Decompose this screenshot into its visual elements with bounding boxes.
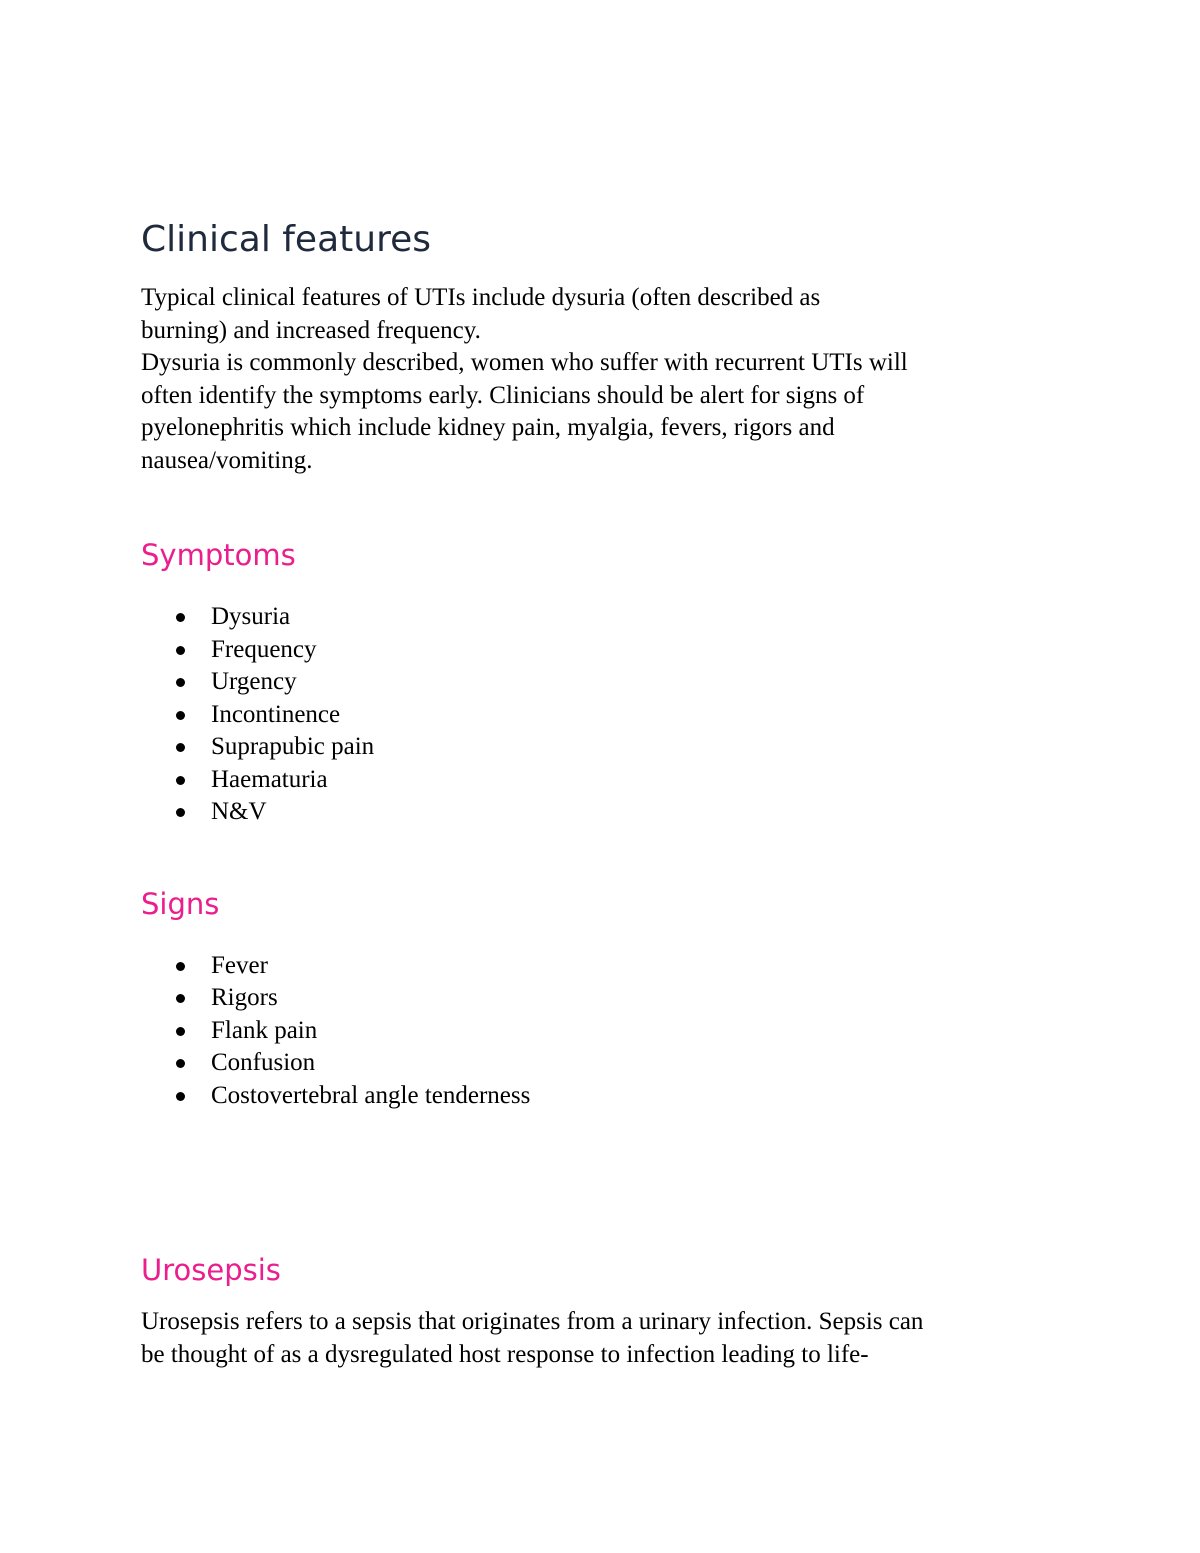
bullet-icon [176,1059,185,1068]
bullet-icon [176,613,185,622]
intro-line: burning) and increased frequency. [141,316,481,344]
intro-paragraph [141,282,1061,477]
list-item-label: Costovertebral angle tenderness [211,1081,531,1109]
list-item-label: Haematuria [211,765,328,793]
list-item-label: Fever [211,951,268,979]
list-item-label: Suprapubic pain [211,733,375,760]
symptoms-list [141,601,1061,829]
list-item [141,731,1061,764]
list-item-label: Urgency [211,668,297,695]
list-item-label: Rigors [211,984,278,1011]
list-item-label: Frequency [211,635,317,663]
signs-list [141,950,1061,1113]
list-item [141,796,1061,829]
list-item [141,950,1061,983]
list-item-label: Dysuria [211,603,291,630]
bullet-icon [176,994,185,1003]
list-item [141,1080,1061,1113]
page-content [141,214,1061,1371]
bullet-icon [176,1092,185,1101]
list-item [141,601,1061,634]
symptoms-heading: Symptoms [141,538,296,572]
bullet-icon [176,962,185,971]
list-item [141,666,1061,699]
intro-line: Typical clinical features of UTIs include dysuria (often described as [141,284,821,311]
urosepsis-line: Urosepsis refers to a sepsis that originates from a urinary infection. Sepsis can [141,1308,924,1335]
list-item-label: N&V [211,798,267,825]
bullet-icon [176,743,185,752]
list-item-label: Flank pain [211,1016,318,1044]
intro-line: Dysuria is commonly described, women who suffer with recurrent UTIs will [141,349,908,376]
list-item [141,1047,1061,1080]
list-item-label: Incontinence [211,700,341,728]
signs-heading: Signs [141,886,220,921]
bullet-icon [176,711,185,720]
bullet-icon [176,1027,185,1036]
list-item [141,982,1061,1015]
list-item [141,764,1061,797]
bullet-icon [176,678,185,687]
list-item [141,1015,1061,1048]
bullet-icon [176,646,185,655]
urosepsis-line: be thought of as a dysregulated host response to infection leading to life- [141,1340,869,1368]
list-item [141,634,1061,667]
intro-line: often identify the symptoms early. Clinicians should be alert for signs of [141,381,865,409]
intro-line: pyelonephritis which include kidney pain, myalgia, fevers, rigors and [141,414,835,441]
bullet-icon [176,776,185,785]
intro-line: nausea/vomiting. [141,446,313,474]
page-title: Clinical features [141,219,431,260]
urosepsis-heading: Urosepsis [141,1253,281,1287]
list-item-label: Confusion [211,1049,316,1076]
urosepsis-paragraph [141,1306,1061,1371]
bullet-icon [176,808,185,817]
list-item [141,699,1061,732]
